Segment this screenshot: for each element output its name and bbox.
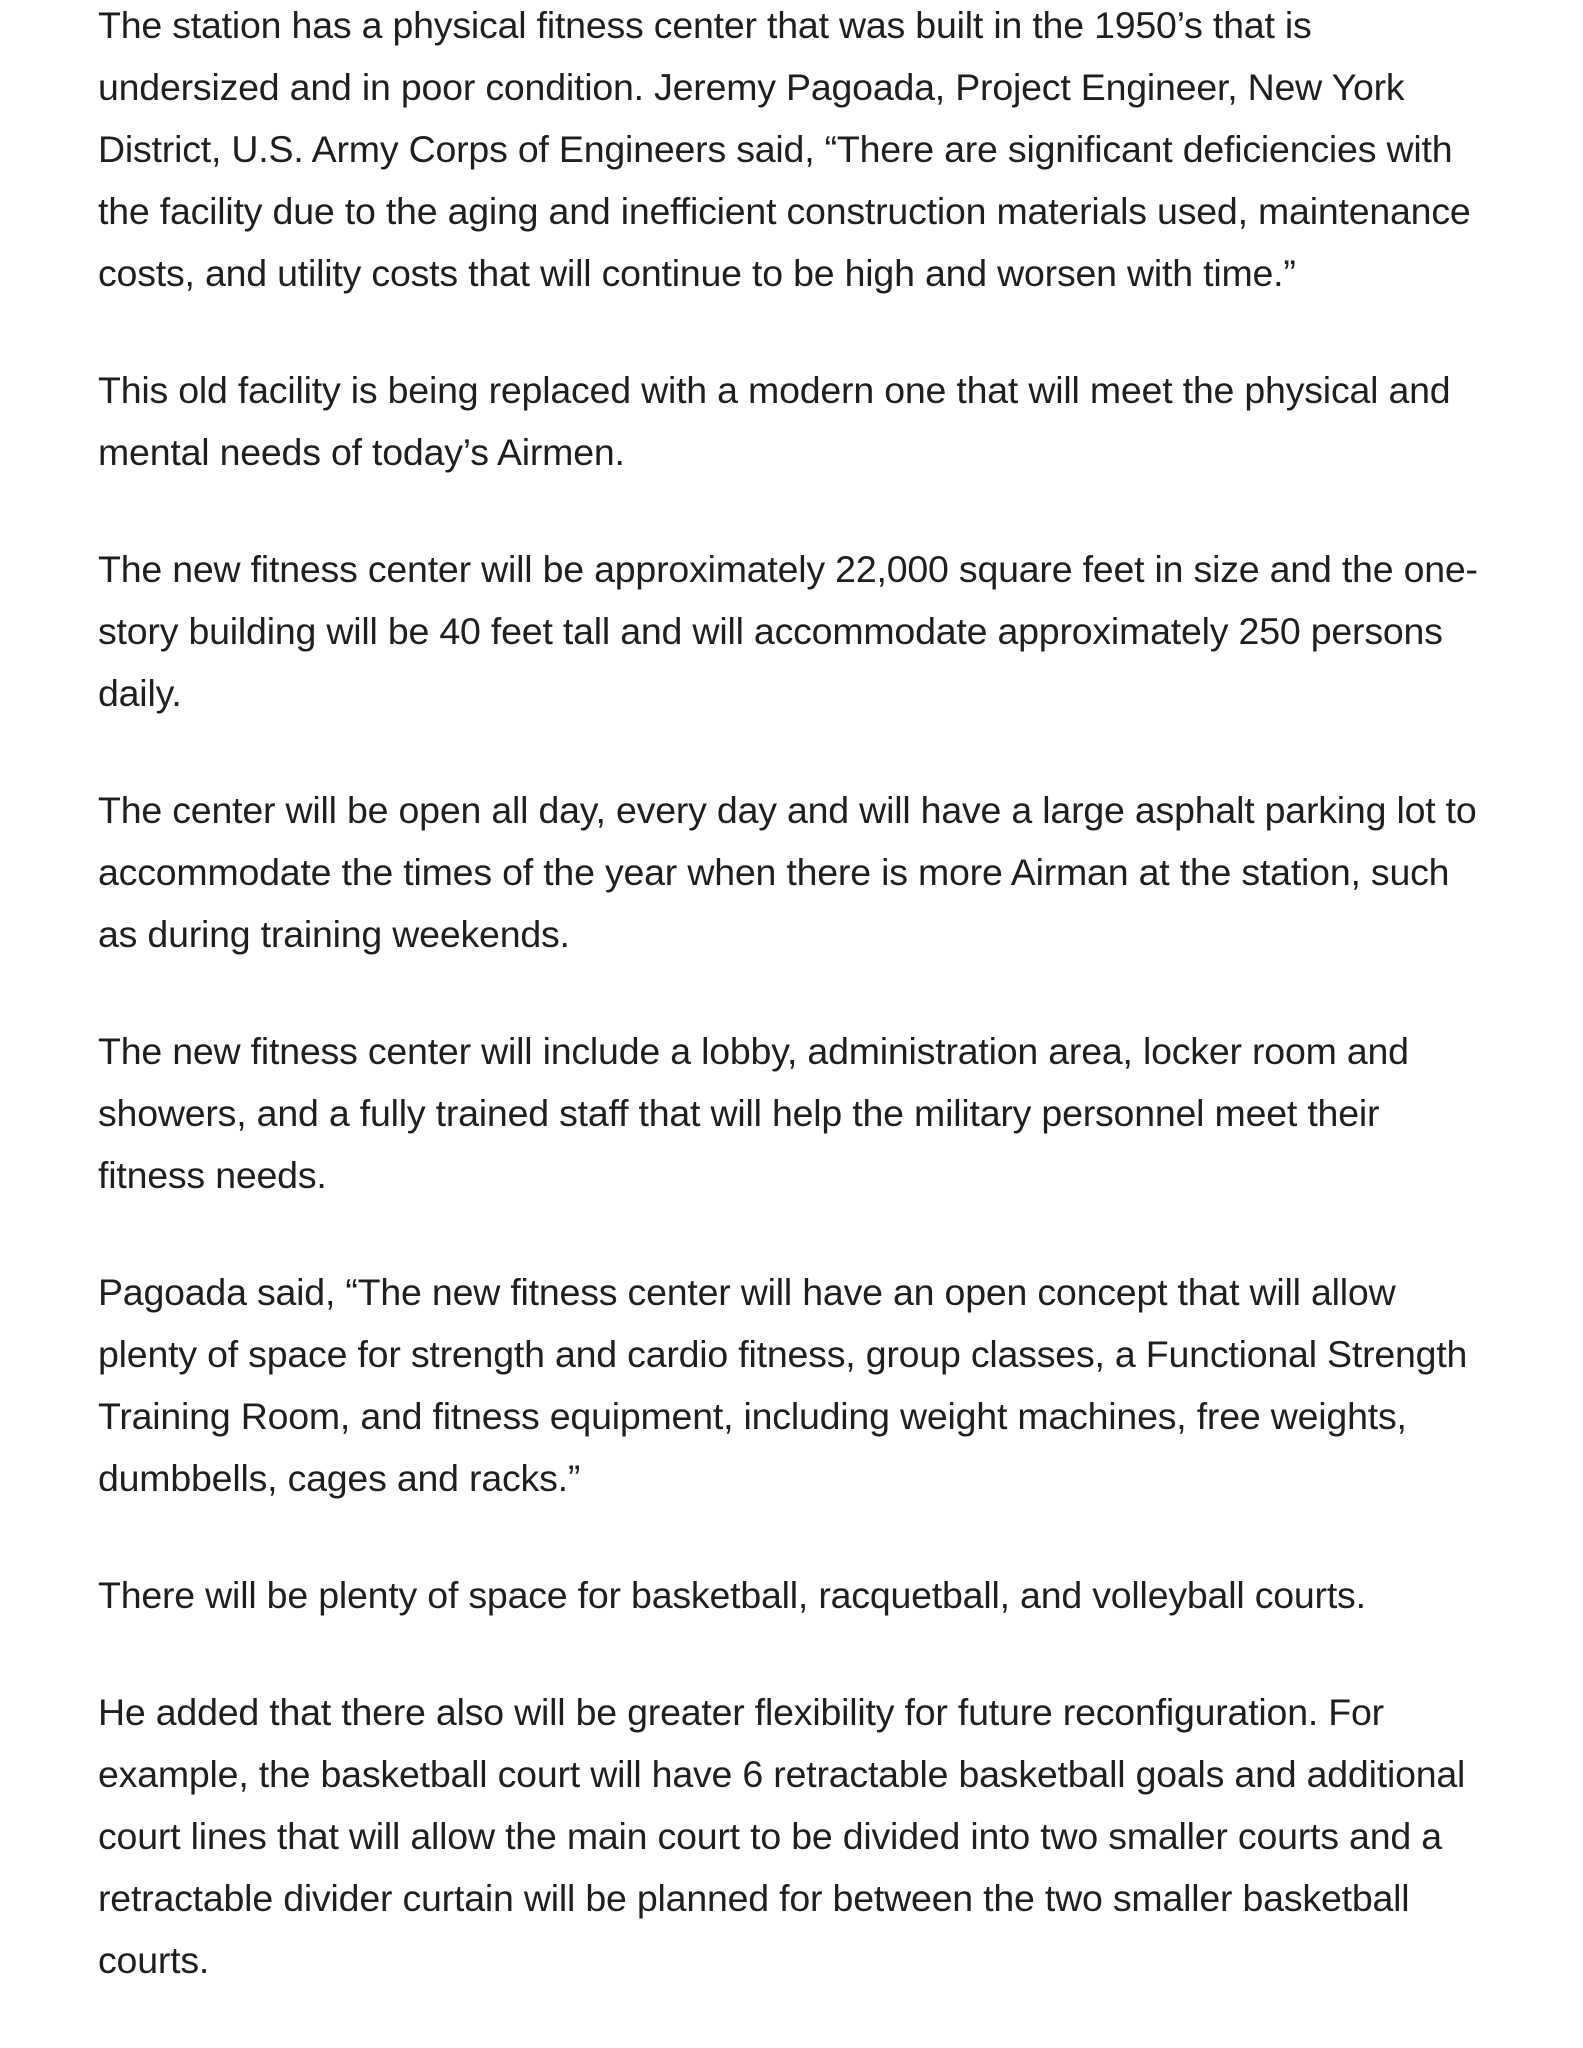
paragraph-old-facility: The station has a physical fitness center that was built in the 1950’s that is undersized and in poor condition. Jeremy Pagoada, Project Engineer, New York District, U.S. Army Corps of Engineers said, “There are significant deficiencies with the facility due to the aging and inefficient construction materials used, maintenance costs, and utility costs that will continue to be high and worsen with time.” — [98, 4, 1471, 294]
paragraph-open-concept-quote: Pagoada said, “The new fitness center will have an open concept that will allow plenty of space for strength and cardio fitness, group classes, a Functional Strength Training Room, and fitness equipment, including weight machines, free weights, dumbbells, cages and racks.” — [98, 1271, 1468, 1499]
paragraph-hours-parking: The center will be open all day, every day and will have a large asphalt parking lot to accommodate the times of the year when there is more Airman at the station, such as during training weekends. — [98, 789, 1477, 955]
paragraph-size: The new fitness center will be approximately 22,000 square feet in size and the one-story building will be 40 feet tall and will accommodate approximately 250 persons daily. — [98, 548, 1478, 714]
paragraph-amenities: The new fitness center will include a lobby, administration area, locker room and showers, and a fully trained staff that will help the military personnel meet their fitness needs. — [98, 1030, 1409, 1196]
paragraph-courts: There will be plenty of space for basketball, racquetball, and volleyball courts. — [98, 1574, 1366, 1616]
article-body — [98, 0, 1488, 2046]
paragraph-reconfiguration: He added that there also will be greater flexibility for future reconfiguration. For example, the basketball court will have 6 retractable basketball goals and additional court lines that will allow the main court to be divided into two smaller courts and a retractable divider curtain will be planned for between the two smaller basketball courts. — [98, 1691, 1466, 1981]
paragraph-replacement: This old facility is being replaced with a modern one that will meet the physical and mental needs of today’s Airmen. — [98, 369, 1451, 473]
